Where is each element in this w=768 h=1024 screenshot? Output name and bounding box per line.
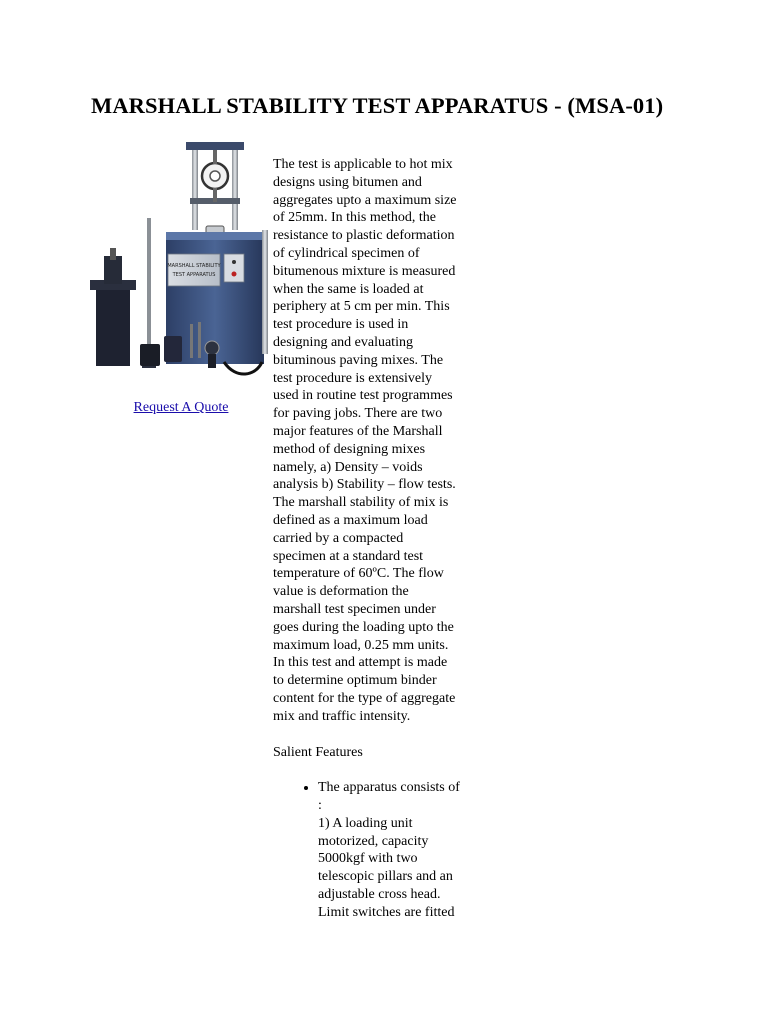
image-label-line2: TEST APPARATUS: [172, 272, 216, 278]
product-image: [86, 136, 270, 382]
page-title: MARSHALL STABILITY TEST APPARATUS - (MSA-01): [91, 93, 664, 118]
list-item: • The apparatus consists of : 1) A loading unit motorized, capacity 5000kgf with two telescopic pillars and an adjustable cross head. Limit switches are fitted: [318, 779, 473, 921]
description-column: [273, 156, 473, 922]
features-list: [273, 779, 473, 921]
salient-features-heading: Salient Features: [273, 744, 363, 760]
request-quote-link[interactable]: Request A Quote: [133, 400, 229, 415]
image-label-line1: MARSHALL STABILITY: [167, 263, 221, 269]
description-paragraph: The test is applicable to hot mix designs using bitumen and aggregates upto a maximum size of 25mm. In this method, the resistance to plastic deformation of cylindrical specimen of bitumenous mixture is measured when the same is loaded at periphery at 5 cm per min. This test procedure is used in designing and evaluating bituminous paving mixes. The test procedure is extensively used in routine test programmes for paving jobs. There are two major features of the Marshall method of designing mixes namely, a) Density – voids analysis b) Stability – flow tests. The marshall stability of mix is defined as a maximum load carried by a compacted specimen at a standard test temperature of 60ºC. The flow value is deformation the marshall test specimen under goes during the loading upto the maximum load, 0.25 mm units. In this test and attempt is made to determine optimum binder content for the type of aggregate mix and traffic intensity.: [273, 157, 457, 724]
